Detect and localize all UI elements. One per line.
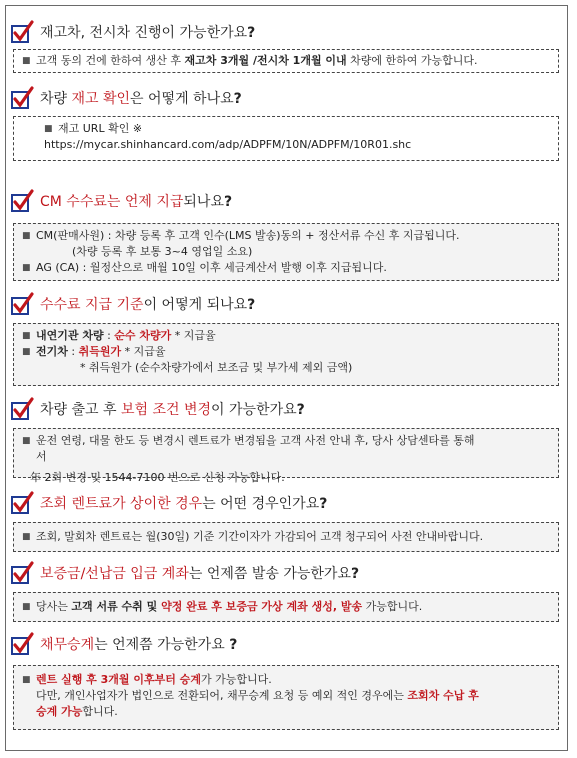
checkbox-check-icon: [10, 86, 34, 110]
inventory-url-link[interactable]: https://mycar.shinhancard.com/adp/ADPFM/10N/ADPFM/10R01.shc: [44, 138, 412, 151]
checkbox-check-icon: [10, 632, 34, 656]
question-text: 조회 렌트료가 상이한 경우는 어떤 경우인가요?: [40, 496, 328, 512]
answer-box-1: ■ 고객 동의 건에 한하여 생산 후 재고차 3개월 /전시차 1개월 이내 차량에 한하여 가능합니다.: [13, 49, 559, 73]
answer-box-5: ■ 운전 연령, 대물 한도 등 변경시 렌트료가 변경됨을 고객 사전 안내 후, 당사 상담센타를 통해 서: [13, 428, 559, 478]
checkbox-check-icon: [10, 20, 34, 44]
checkbox-check-icon: [10, 292, 34, 316]
answer-box-7: ■ 당사는 고객 서류 수취 및 약정 완료 후 보증금 가상 계좌 생성, 발송 가능합니다.: [13, 592, 559, 622]
faq-question-5: [10, 397, 305, 421]
checkbox-check-icon: [10, 491, 34, 515]
question-text: 차량 출고 후 보험 조건 변경이 가능한가요?: [40, 402, 305, 418]
faq-question-3: [10, 189, 232, 213]
question-text: CM 수수료는 언제 지급되나요?: [40, 194, 233, 210]
answer-5-overflow-line: 年 2회 변경 및 1544-7100 번으로 신청 가능합니다.: [30, 471, 285, 484]
faq-question-7: [10, 561, 359, 585]
question-text: 보증금/선납금 입금 계좌는 언제쯤 발송 가능한가요?: [40, 566, 360, 582]
faq-question-8: [10, 632, 237, 656]
faq-question-2: [10, 86, 242, 110]
faq-question-6: [10, 491, 327, 515]
checkbox-check-icon: [10, 189, 34, 213]
answer-box-4: ■ 내연기관 차량 : 순수 차량가 * 지급율 ■ 전기차 : 취득원가 * 지급율 * 취득원가 (순수차량가에서 보조금 및 부가세 제외 금액): [13, 323, 559, 386]
question-text: 차량 재고 확인은 어떻게 하나요?: [40, 91, 242, 107]
answer-box-3: ■ CM(판매사원) : 차량 등록 후 고객 인수(LMS 발송)동의 + 정산서류 수신 후 지급됩니다. (차량 등록 후 보통 3~4 영업일 소요) ■ AG (CA) : 월정산으로 매월 10일 이후 세금계산서 발행 이후 지급됩니다.: [13, 223, 559, 281]
answer-box-8: ■ 렌트 실행 후 3개월 이후부터 승계가 가능합니다. 다만, 개인사업자가 법인으로 전환되어, 채무승계 요청 등 예외 적인 경우에는 조회차 수납 후 승계 가능합니다.: [13, 665, 559, 730]
question-text: 채무승계는 언제쯤 가능한가요 ?: [40, 637, 238, 653]
faq-question-1: [10, 20, 255, 44]
question-text: 수수료 지급 기준이 어떻게 되나요?: [40, 297, 256, 313]
checkbox-check-icon: [10, 561, 34, 585]
question-text: 재고차, 전시차 진행이 가능한가요?: [40, 25, 256, 41]
checkbox-check-icon: [10, 397, 34, 421]
faq-question-4: [10, 292, 255, 316]
answer-box-6: ■ 조회, 말회차 렌트료는 월(30일) 기준 기간이자가 가감되어 고객 청구되어 사전 안내바랍니다.: [13, 522, 559, 552]
answer-box-2: ■ 재고 URL 확인 ※ https://mycar.shinhancard.com/adp/ADPFM/10N/ADPFM/10R01.shc: [13, 116, 559, 161]
